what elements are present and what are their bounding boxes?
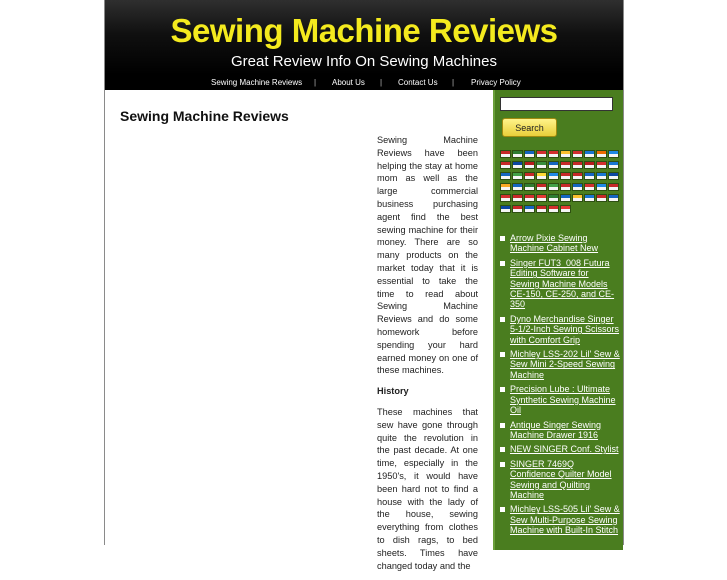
search-input[interactable] [500, 97, 613, 111]
article-body [377, 134, 478, 580]
site-header [105, 0, 623, 75]
language-flag-icon[interactable] [608, 183, 619, 191]
history-heading: History [377, 386, 409, 397]
bullet-icon [500, 447, 505, 452]
language-flag-icon[interactable] [524, 161, 535, 169]
language-flag-icon[interactable] [548, 205, 559, 213]
language-flag-icon[interactable] [548, 150, 559, 158]
language-flag-icon[interactable] [524, 183, 535, 191]
language-flag-icon[interactable] [536, 183, 547, 191]
site-title[interactable]: Sewing Machine Reviews [170, 12, 558, 49]
language-flag-icon[interactable] [596, 194, 607, 202]
language-flag-icon[interactable] [572, 172, 583, 180]
product-link[interactable] [498, 420, 620, 441]
language-flag-icon[interactable] [512, 205, 523, 213]
product-link-label: Antique Singer Sewing Machine Drawer 1916 [510, 419, 602, 440]
post-title[interactable]: Sewing Machine Reviews [120, 108, 289, 124]
language-flag-icon[interactable] [560, 205, 571, 213]
language-flag-icon[interactable] [548, 161, 559, 169]
language-flag-icon[interactable] [524, 194, 535, 202]
language-flag-icon[interactable] [512, 183, 523, 191]
language-flag-icon[interactable] [500, 172, 511, 180]
language-flag-icon[interactable] [524, 150, 535, 158]
history-paragraph: These machines that sew have gone through quite the revolution in the past decade. At one time, especially in the 1950's, it would have been hard not to find a house with the lady of the house, sewing everything from clothes to dish rags, to bed sheets. Times have changed today and the [377, 406, 478, 571]
language-flag-icon[interactable] [500, 183, 511, 191]
language-flag-icon[interactable] [560, 183, 571, 191]
product-link[interactable] [498, 459, 620, 501]
language-flag-icon[interactable] [524, 205, 535, 213]
language-flag-icon[interactable] [608, 150, 619, 158]
language-flag-icon[interactable] [584, 172, 595, 180]
nav-separator: | [314, 78, 317, 87]
main-content [105, 90, 492, 571]
product-link-label: Singer FUT3_008 Futura Editing Software for Sewing Machine Models CE-150, CE-250, and CE-350 [510, 257, 615, 310]
product-link[interactable] [498, 233, 620, 254]
language-flag-icon[interactable] [572, 150, 583, 158]
language-flag-icon[interactable] [596, 172, 607, 180]
language-flag-icon[interactable] [500, 194, 511, 202]
bullet-icon [500, 507, 505, 512]
nav-separator: | [452, 78, 455, 87]
product-links [498, 233, 620, 540]
language-flag-icon[interactable] [584, 194, 595, 202]
nav-bar [105, 75, 623, 90]
product-link[interactable] [498, 258, 620, 310]
language-flag-icon[interactable] [536, 194, 547, 202]
language-flag-icon[interactable] [608, 161, 619, 169]
language-flag-icon[interactable] [572, 183, 583, 191]
language-flag-icon[interactable] [524, 172, 535, 180]
product-link[interactable] [498, 384, 620, 415]
language-flag-icon[interactable] [500, 150, 511, 158]
language-flag-icon[interactable] [596, 150, 607, 158]
product-link-label: Michley LSS-202 Lil' Sew & Sew Mini 2-Speed Sewing Machine [510, 349, 620, 380]
bullet-icon [500, 352, 505, 357]
search-button[interactable]: Search [502, 118, 557, 137]
language-flag-icon[interactable] [560, 150, 571, 158]
bullet-icon [500, 317, 505, 322]
language-flag-icon[interactable] [584, 183, 595, 191]
language-flag-icon[interactable] [500, 205, 511, 213]
product-link-label: Michley LSS-505 Lil' Sew & Sew Multi-Purpose Sewing Machine with Built-In Stitch [510, 504, 620, 536]
bullet-icon [500, 423, 505, 428]
language-flag-icon[interactable] [512, 172, 523, 180]
language-flag-icon[interactable] [536, 172, 547, 180]
nav-link-privacy[interactable]: Privacy Policy [471, 78, 521, 87]
site-tagline: Great Review Info On Sewing Machines [231, 53, 497, 70]
language-flag-icon[interactable] [584, 161, 595, 169]
language-flag-icon[interactable] [548, 172, 559, 180]
language-flag-icon[interactable] [536, 150, 547, 158]
language-flag-icon[interactable] [548, 194, 559, 202]
sidebar [493, 90, 623, 550]
language-flag-icon[interactable] [536, 161, 547, 169]
bullet-icon [500, 261, 505, 266]
language-flag-icon[interactable] [596, 161, 607, 169]
language-flag-icon[interactable] [572, 194, 583, 202]
intro-paragraph: Sewing Machine Reviews have been helping the stay at home mom as well as the large commercial business purchasing agent find the best sewing machine for their money. There are so many products on the market today that it is essential to take the time to read about Sewing Machine Reviews and do some homework before spending your hard earned money on one of these machines. [377, 135, 478, 376]
nav-separator: | [380, 78, 383, 87]
bullet-icon [500, 236, 505, 241]
product-link[interactable] [498, 314, 620, 345]
product-link-label: Arrow Pixie Sewing Machine Cabinet New [510, 233, 599, 254]
language-flag-icon[interactable] [548, 183, 559, 191]
language-flag-icon[interactable] [608, 172, 619, 180]
product-link-label: NEW SINGER Conf. Stylist [510, 444, 619, 455]
nav-link-contact[interactable]: Contact Us [398, 78, 438, 87]
language-flag-icon[interactable] [560, 172, 571, 180]
language-flag-icon[interactable] [608, 194, 619, 202]
language-flag-icon[interactable] [560, 194, 571, 202]
language-flag-icon[interactable] [536, 205, 547, 213]
nav-link-about[interactable]: About Us [332, 78, 365, 87]
bullet-icon [500, 462, 505, 467]
language-flag-icon[interactable] [500, 161, 511, 169]
page-container [104, 0, 624, 571]
nav-link-home[interactable]: Sewing Machine Reviews [211, 78, 303, 87]
bullet-icon [500, 387, 505, 392]
product-link-label: Precision Lube : Ultimate Synthetic Sewing Machine Oil [510, 384, 616, 416]
product-link-label: Dyno Merchandise Singer 5-1/2-Inch Sewing Scissors with Comfort Grip [510, 313, 620, 345]
language-flag-icon[interactable] [512, 194, 523, 202]
language-flag-icon[interactable] [512, 161, 523, 169]
product-link[interactable] [498, 444, 620, 454]
language-flag-icon[interactable] [512, 150, 523, 158]
product-link[interactable] [498, 349, 620, 380]
product-link[interactable] [498, 504, 620, 535]
language-flag-icon[interactable] [560, 161, 571, 169]
language-flag-icon[interactable] [584, 150, 595, 158]
language-flag-icon[interactable] [572, 161, 583, 169]
language-flag-icon[interactable] [596, 183, 607, 191]
product-link-label: SINGER 7469Q Confidence Quilter Model Sewing and Quilting Machine [510, 458, 612, 500]
